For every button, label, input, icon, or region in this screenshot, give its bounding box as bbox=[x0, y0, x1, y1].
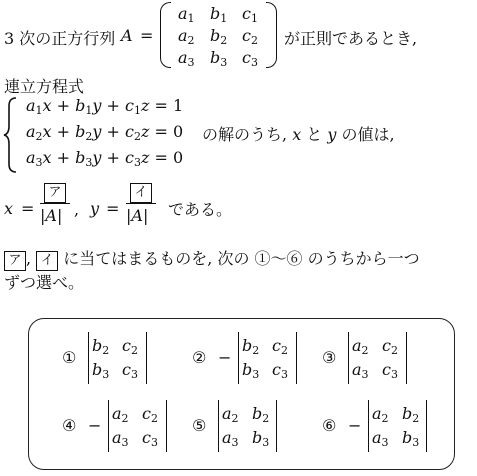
choice-number[interactable]: ③ bbox=[322, 348, 337, 367]
y-label: y bbox=[90, 199, 100, 218]
equation-block bbox=[26, 96, 206, 176]
answer-suffix: である。 bbox=[168, 200, 233, 219]
equation-row: $a_2x + b_2y + c_2z = 0$ bbox=[26, 122, 184, 143]
blank-i-numerator bbox=[130, 181, 152, 203]
matrix-cell: $b_2$ bbox=[210, 26, 228, 47]
matrix-cell: $b_1$ bbox=[210, 4, 228, 25]
matrix-cell: $c_1$ bbox=[242, 4, 258, 25]
choice-sign: − bbox=[88, 416, 102, 435]
determinant-cell: $c_3$ bbox=[122, 360, 138, 381]
determinant-bar-right bbox=[146, 332, 147, 384]
determinant-cell: $a_3$ bbox=[352, 360, 369, 381]
intro-prefix: 3 次の正方行列 bbox=[4, 29, 116, 48]
determinant-bar-right bbox=[166, 400, 167, 452]
determinant-cell: $b_2$ bbox=[402, 404, 420, 425]
determinant-cell: $a_3$ bbox=[112, 428, 129, 449]
x-label: x bbox=[4, 199, 14, 218]
ref-box-a: ア bbox=[4, 251, 26, 271]
determinant-cell: $c_2$ bbox=[272, 336, 288, 357]
determinant-cell: $c_2$ bbox=[122, 336, 138, 357]
matrix-equals: = bbox=[140, 26, 154, 45]
matrix-cell: $a_2$ bbox=[178, 26, 195, 47]
matrix-cell: $b_3$ bbox=[210, 48, 228, 69]
ref-box-i: イ bbox=[36, 251, 58, 271]
fraction-bar-x bbox=[40, 203, 70, 204]
choice-number[interactable]: ② bbox=[192, 348, 207, 367]
determinant-cell: $b_3$ bbox=[242, 360, 260, 381]
choice-number[interactable]: ④ bbox=[62, 416, 77, 435]
determinant-bar-left bbox=[108, 400, 109, 452]
determinant-bar-left bbox=[368, 400, 369, 452]
determinant-bar-right bbox=[426, 400, 427, 452]
determinant-bar-left bbox=[348, 332, 349, 384]
choice-sign: − bbox=[348, 416, 362, 435]
instruction-line1: ア , イ に当てはまるものを, 次の ①〜⑥ のうちから一つ bbox=[4, 246, 420, 271]
intro-suffix: が正則であるとき, bbox=[284, 29, 418, 48]
comma-x: , bbox=[74, 200, 80, 219]
answer-box-i[interactable]: イ bbox=[130, 183, 152, 203]
determinant-cell: $b_2$ bbox=[252, 404, 270, 425]
denominator-y: |A| bbox=[126, 206, 149, 225]
determinant-cell: $b_3$ bbox=[92, 360, 110, 381]
matrix-A bbox=[160, 2, 280, 70]
fraction-bar-y bbox=[126, 203, 156, 204]
determinant-cell: $c_3$ bbox=[272, 360, 288, 381]
denominator-x: |A| bbox=[40, 206, 63, 225]
blank-a-numerator bbox=[44, 181, 66, 203]
equation-row: $a_1x + b_1y + c_1z = 1$ bbox=[26, 96, 184, 117]
system-heading: 連立方程式 bbox=[4, 77, 85, 96]
matrix-name: A bbox=[121, 26, 133, 45]
system-tail: の解のうち, x と y の値は, bbox=[202, 125, 395, 144]
determinant-bar-left bbox=[238, 332, 239, 384]
choice-sign: − bbox=[218, 348, 232, 367]
determinant-bar-right bbox=[276, 400, 277, 452]
left-brace bbox=[2, 96, 20, 174]
determinant-cell: $c_2$ bbox=[382, 336, 398, 357]
left-paren bbox=[160, 2, 171, 68]
matrix-cell: $c_3$ bbox=[242, 48, 258, 69]
determinant-bar-right bbox=[406, 332, 407, 384]
y-equals: = bbox=[106, 199, 120, 218]
determinant-cell: $a_3$ bbox=[222, 428, 239, 449]
instruction-line2: ずつ選べ。 bbox=[4, 273, 85, 292]
determinant-cell: $c_2$ bbox=[142, 404, 158, 425]
choice-number[interactable]: ⑥ bbox=[322, 416, 337, 435]
right-paren bbox=[266, 2, 277, 68]
x-equals: = bbox=[21, 199, 35, 218]
determinant-cell: $a_2$ bbox=[112, 404, 129, 425]
determinant-cell: $a_2$ bbox=[222, 404, 239, 425]
determinant-cell: $b_3$ bbox=[402, 428, 420, 449]
determinant-cell: $a_2$ bbox=[372, 404, 389, 425]
determinant-bar-right bbox=[296, 332, 297, 384]
determinant-cell: $a_3$ bbox=[372, 428, 389, 449]
choice-number[interactable]: ⑤ bbox=[192, 416, 207, 435]
determinant-cell: $b_3$ bbox=[252, 428, 270, 449]
determinant-cell: $a_2$ bbox=[352, 336, 369, 357]
determinant-cell: $c_3$ bbox=[142, 428, 158, 449]
matrix-cell: $a_1$ bbox=[178, 4, 195, 25]
choice-number[interactable]: ① bbox=[62, 348, 77, 367]
determinant-cell: $c_3$ bbox=[382, 360, 398, 381]
determinant-bar-left bbox=[218, 400, 219, 452]
determinant-cell: $b_2$ bbox=[92, 336, 110, 357]
determinant-bar-left bbox=[88, 332, 89, 384]
answer-box-a[interactable]: ア bbox=[44, 183, 66, 203]
matrix-cell: $c_2$ bbox=[242, 26, 258, 47]
equation-row: $a_3x + b_3y + c_3z = 0$ bbox=[26, 148, 184, 169]
matrix-cell: $a_3$ bbox=[178, 48, 195, 69]
determinant-cell: $b_2$ bbox=[242, 336, 260, 357]
